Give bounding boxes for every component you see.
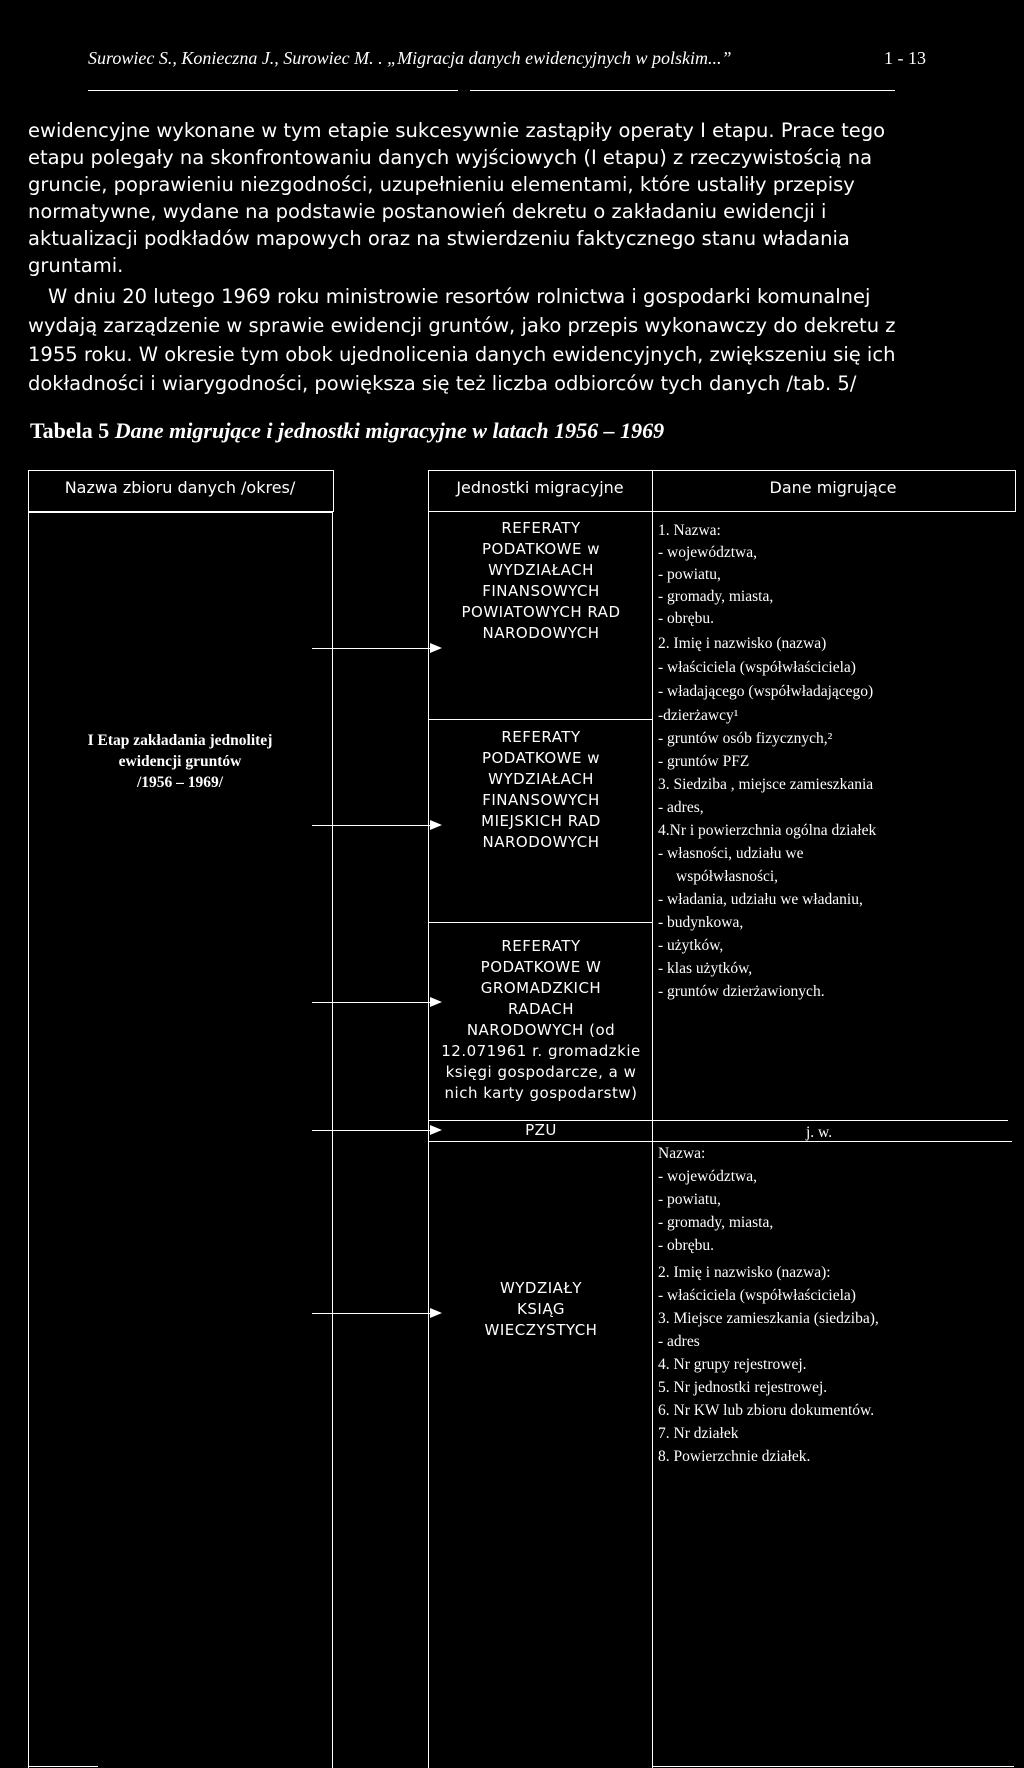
unit-line: WYDZIAŁY bbox=[499, 1279, 583, 1297]
paragraph-line: dokładności i wiarygodności, powiększa się też liczba odbiorców tych danych /tab. 5/ bbox=[28, 372, 857, 395]
unit-line: WYDZIAŁACH bbox=[488, 561, 594, 579]
unit-line: 12.071961 r. gromadzkie bbox=[441, 1042, 641, 1060]
unit-powiatowe bbox=[436, 518, 646, 644]
header-dataset: Nazwa zbioru danych /okres/ bbox=[64, 478, 296, 497]
paragraph-line: ewidencyjne wykonane w tym etapie sukcesywnie zastąpiły operaty I etapu. Prace tego bbox=[28, 119, 886, 142]
unit-line: WYDZIAŁACH bbox=[488, 770, 594, 788]
paragraph-line: wydają zarządzenie w sprawie ewidencji gruntów, jako przepis wykonawczy do dekretu z bbox=[28, 314, 896, 337]
unit-line: PODATKOWE w bbox=[481, 540, 601, 558]
arrow-icon bbox=[312, 1130, 440, 1131]
bottom-rule-left bbox=[28, 1766, 98, 1767]
stage-label-line: /1956 – 1969/ bbox=[136, 774, 224, 791]
data-line: - gruntów PFZ bbox=[658, 753, 750, 770]
arrow-icon bbox=[312, 1002, 440, 1003]
unit-line: MIEJSKICH RAD bbox=[481, 812, 601, 830]
data-line: - gruntów dzierżawionych. bbox=[658, 983, 825, 1000]
arrow-icon bbox=[312, 648, 440, 649]
data-line: współwłasności, bbox=[676, 868, 779, 885]
unit-line: PZU bbox=[525, 1121, 557, 1139]
unit-line: RADACH bbox=[507, 1000, 575, 1018]
header-data: Dane migrujące bbox=[769, 478, 897, 497]
table-title: Dane migrujące i jednostki migracyjne w latach 1956 – 1969 bbox=[114, 418, 665, 443]
data-line: 2. Imię i nazwisko (nazwa): bbox=[658, 1264, 831, 1281]
paragraph-2 bbox=[28, 283, 928, 398]
units-rule bbox=[428, 1141, 652, 1142]
stage-label-line: I Etap zakładania jednolitej bbox=[87, 732, 273, 749]
unit-line: GROMADZKICH bbox=[480, 979, 602, 997]
data-line: - województwa, bbox=[658, 544, 757, 561]
data-line: - adres bbox=[658, 1333, 700, 1350]
column-divider bbox=[652, 470, 653, 1768]
stage-label-line: ewidencji gruntów bbox=[118, 753, 242, 770]
table-caption bbox=[30, 418, 664, 444]
data-line: - władającego (współwładającego) bbox=[658, 683, 874, 700]
data-line: 4.Nr i powierzchnia ogólna działek bbox=[658, 822, 877, 839]
unit-line: REFERATY bbox=[501, 519, 581, 537]
units-rule bbox=[428, 922, 652, 923]
left-frame bbox=[28, 512, 29, 1768]
units-left-border bbox=[428, 512, 429, 1768]
data-line: - właściciela (współwłaściciela) bbox=[658, 659, 856, 676]
data-line: - władania, udziału we władaniu, bbox=[658, 891, 863, 908]
running-header-text: Surowiec S., Konieczna J., Surowiec M. . „Migracja danych ewidencyjnych w polskim...” bbox=[88, 48, 732, 68]
data-line: - powiatu, bbox=[658, 1191, 721, 1208]
table-number: Tabela 5 bbox=[30, 418, 110, 443]
data-line: - obrębu. bbox=[658, 1237, 714, 1254]
unit-line: NARODOWYCH bbox=[482, 624, 600, 642]
unit-line: FINANSOWYCH bbox=[482, 791, 600, 809]
data-line: - obrębu. bbox=[658, 610, 714, 627]
unit-line: księgi gospodarcze, a w bbox=[445, 1063, 637, 1081]
stage-divider bbox=[332, 512, 333, 1768]
paragraph-line: 1955 roku. W okresie tym obok ujednolicenia danych ewidencyjnych, zwiększeniu się ich bbox=[28, 343, 896, 366]
paragraph-line: normatywne, wydane na podstawie postanowień dekretu o zakładaniu ewidencji i bbox=[28, 200, 827, 223]
stage-top-rule bbox=[28, 512, 332, 513]
header-units: Jednostki migracyjne bbox=[456, 478, 624, 497]
unit-line: NARODOWYCH bbox=[482, 833, 600, 851]
data-line: - gromady, miasta, bbox=[658, 1214, 774, 1231]
paragraph-line: gruncie, poprawieniu niezgodności, uzupełnieniu elementami, które ustaliły przepisy bbox=[28, 173, 855, 196]
units-rule bbox=[428, 719, 652, 720]
unit-line: NARODOWYCH (od bbox=[466, 1021, 616, 1039]
stage-label bbox=[30, 730, 330, 793]
data-line: 3. Siedziba , miejsce zamieszkania bbox=[658, 776, 874, 793]
unit-line: FINANSOWYCH bbox=[482, 582, 600, 600]
paragraph-1 bbox=[28, 117, 928, 287]
bottom-rule-right bbox=[652, 1766, 1014, 1767]
unit-line: REFERATY bbox=[501, 728, 581, 746]
paragraph-line: W dniu 20 lutego 1969 roku ministrowie resortów rolnictwa i gospodarki komunalnej bbox=[48, 285, 871, 308]
data-line: 7. Nr działek bbox=[658, 1425, 739, 1442]
unit-line: nich karty gospodarstw) bbox=[444, 1084, 638, 1102]
data-line: - użytków, bbox=[658, 937, 724, 954]
arrow-icon bbox=[312, 1313, 440, 1314]
paragraph-line: aktualizacji podkładów mapowych oraz na stwierdzeniu faktycznego stanu władania bbox=[28, 227, 850, 250]
data-line: - własności, udziału we bbox=[658, 845, 804, 862]
paragraph-line: gruntami. bbox=[28, 254, 124, 277]
data-line: 4. Nr grupy rejestrowej. bbox=[658, 1356, 807, 1373]
data-line: Nazwa: bbox=[658, 1145, 706, 1162]
unit-gromadzkie bbox=[432, 936, 650, 1104]
header-rule-right bbox=[470, 90, 895, 91]
unit-line: KSIĄG bbox=[517, 1300, 565, 1318]
arrow-icon bbox=[312, 825, 440, 826]
data-line: - adres, bbox=[658, 799, 704, 816]
data-line: - gromady, miasta, bbox=[658, 588, 774, 605]
data-line: 1. Nazwa: bbox=[658, 522, 721, 539]
data-line: - powiatu, bbox=[658, 566, 721, 583]
data-line: 6. Nr KW lub zbioru dokumentów. bbox=[658, 1402, 875, 1419]
unit-ksiegi-wieczyste bbox=[436, 1278, 646, 1341]
data-line: 3. Miejsce zamieszkania (siedziba), bbox=[658, 1310, 879, 1327]
pzu-data: j. w. bbox=[806, 1124, 833, 1141]
data-line: - budynkowa, bbox=[658, 914, 744, 931]
unit-pzu bbox=[436, 1120, 646, 1141]
paragraph-line: etapu polegały na skonfrontowaniu danych wyjściowych (I etapu) z rzeczywistością na bbox=[28, 146, 873, 169]
header-rule-left bbox=[88, 90, 458, 91]
unit-line: PODATKOWE W bbox=[480, 958, 602, 976]
unit-line: POWIATOWYCH RAD bbox=[461, 603, 621, 621]
data-line: -dzierżawcy¹ bbox=[658, 707, 739, 724]
data-line: - klas użytków, bbox=[658, 960, 753, 977]
data-line: 5. Nr jednostki rejestrowej. bbox=[658, 1379, 828, 1396]
unit-line: REFERATY bbox=[501, 937, 581, 955]
data-line: - właściciela (współwłaściciela) bbox=[658, 1287, 856, 1304]
running-header bbox=[88, 48, 948, 69]
data-line: 8. Powierzchnie działek. bbox=[658, 1448, 811, 1465]
data-line: - województwa, bbox=[658, 1168, 757, 1185]
unit-line: PODATKOWE w bbox=[481, 749, 601, 767]
unit-miejskie bbox=[436, 727, 646, 853]
data-line: 2. Imię i nazwisko (nazwa) bbox=[658, 635, 827, 652]
page-number: 1 - 13 bbox=[884, 48, 926, 68]
unit-line: WIECZYSTYCH bbox=[484, 1321, 598, 1339]
data-line: - gruntów osób fizycznych,² bbox=[658, 730, 833, 747]
